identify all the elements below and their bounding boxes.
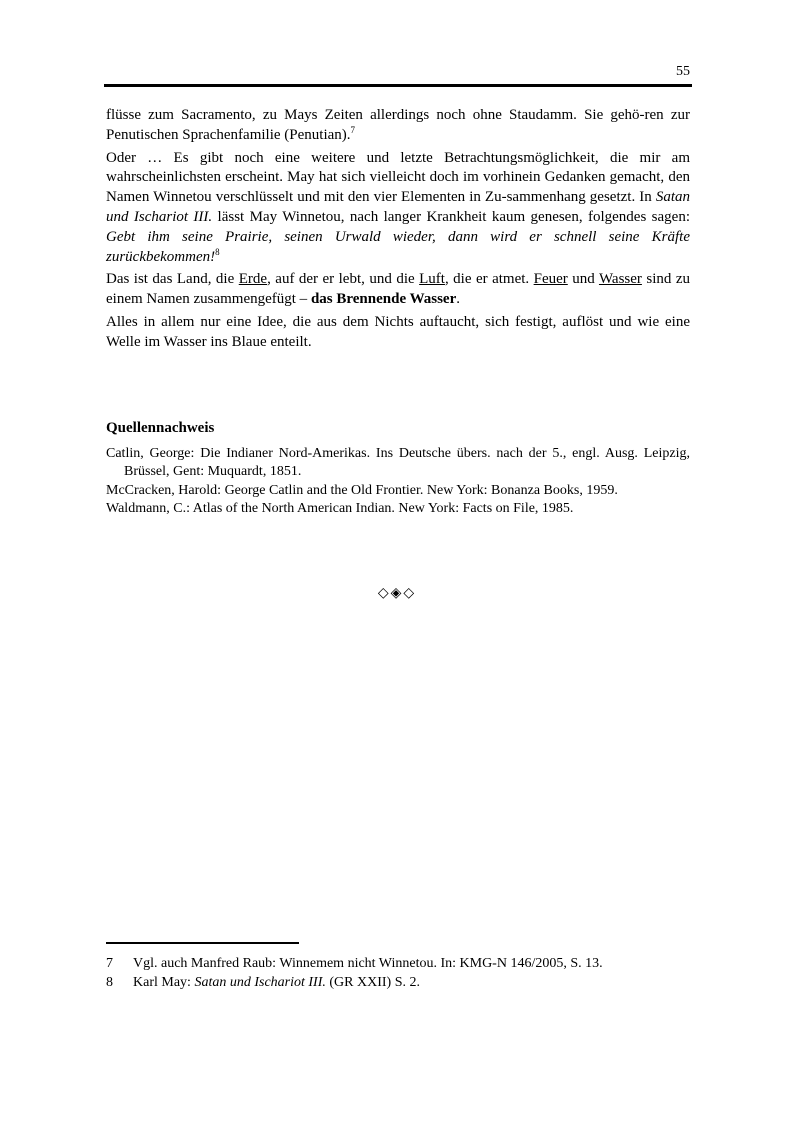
paragraph-4: Alles in allem nur eine Idee, die aus dem Nichts auftaucht, sich festigt, auflöst und wie eine Welle im Wasser ins Blaue enteilt. [106, 313, 690, 350]
paragraph-3-part: und [567, 271, 599, 288]
body-text [106, 106, 690, 353]
sources-list [106, 445, 690, 519]
bold-phrase: das Brennende Wasser [310, 291, 457, 308]
footnote-book-title: Satan und Ischariot III. [194, 975, 326, 990]
page-number: 55 [676, 64, 690, 79]
header-rule [104, 84, 692, 87]
footnote-7 [106, 954, 690, 973]
footnote-8 [106, 973, 690, 992]
source-entry: Waldmann, C.: Atlas of the North American Indian. New York: Facts on File, 1985. [106, 501, 574, 517]
section-ornament: ◇◈◇ [377, 585, 417, 601]
footnote-rule [106, 942, 299, 944]
book-title: Satan und Ischariot III. [106, 189, 690, 225]
paragraph-2-text: Oder … Es gibt noch eine weitere und letzte Betrachtungsmöglichkeit, die mir am wahrscheinlichsten erscheint. May hat sich vielleicht doch im vorhinein Gedanken gemacht, den Namen Winnetou verschlüsselt und mit den vier Elementen in Zu-sammenhang gesetzt. In [106, 149, 690, 206]
source-entry: McCracken, Harold: George Catlin and the Old Frontier. New York: Bonanza Books, 1959. [106, 482, 618, 498]
paragraph-3-part: . [456, 291, 460, 308]
footnote-number: 7 [106, 956, 113, 971]
footnotes [106, 954, 690, 992]
footnote-number: 8 [106, 975, 113, 990]
footnote-text [133, 973, 420, 992]
footnote-ref-8[interactable]: 8 [215, 246, 220, 257]
paragraph-3-part: , die er atmet. [444, 271, 534, 288]
paragraph-3-part: Das ist das Land, die [106, 271, 239, 288]
paragraph-3-part: sind zu einem Namen zusammengefügt – [106, 271, 691, 308]
paragraph-3 [106, 270, 690, 310]
paragraph-3-part: , auf der er lebt, und die [267, 271, 420, 288]
word-luft: Luft [419, 271, 445, 288]
footnote-text-part: Karl May: [133, 975, 195, 990]
paragraph-1 [106, 106, 690, 146]
word-feuer: Feuer [533, 271, 568, 288]
source-entry: Catlin, George: Die Indianer Nord-Amerikas. Ins Deutsche übers. nach der 5., engl. Ausg. Leipzig, Brüssel, Gent: Muquardt, 1851. [106, 446, 690, 480]
word-wasser: Wasser [598, 271, 642, 288]
paragraph-2 [106, 149, 690, 268]
footnote-ref-7[interactable]: 7 [350, 124, 356, 135]
paragraph-1-text: flüsse zum Sacramento, zu Mays Zeiten allerdings noch ohne Staudamm. Sie gehö-ren zur Penutischen Sprachenfamilie (Penutian). [106, 107, 690, 143]
quotation: Gebt ihm seine Prairie, seinen Urwald wieder, dann wird er schnell seine Kräfte zurückbekommen! [106, 228, 690, 265]
paragraph-2-text-cont: lässt May Winnetou, nach langer Krankheit kaum genesen, folgendes sagen: [212, 208, 690, 225]
footnote-text: Vgl. auch Manfred Raub: Winnemem nicht Winnetou. In: KMG-N 146/2005, S. 13. [133, 956, 603, 971]
word-erde: Erde [238, 271, 268, 288]
sources-heading: Quellennachweis [106, 420, 215, 436]
footnote-text-part: (GR XXII) S. 2. [325, 975, 420, 990]
